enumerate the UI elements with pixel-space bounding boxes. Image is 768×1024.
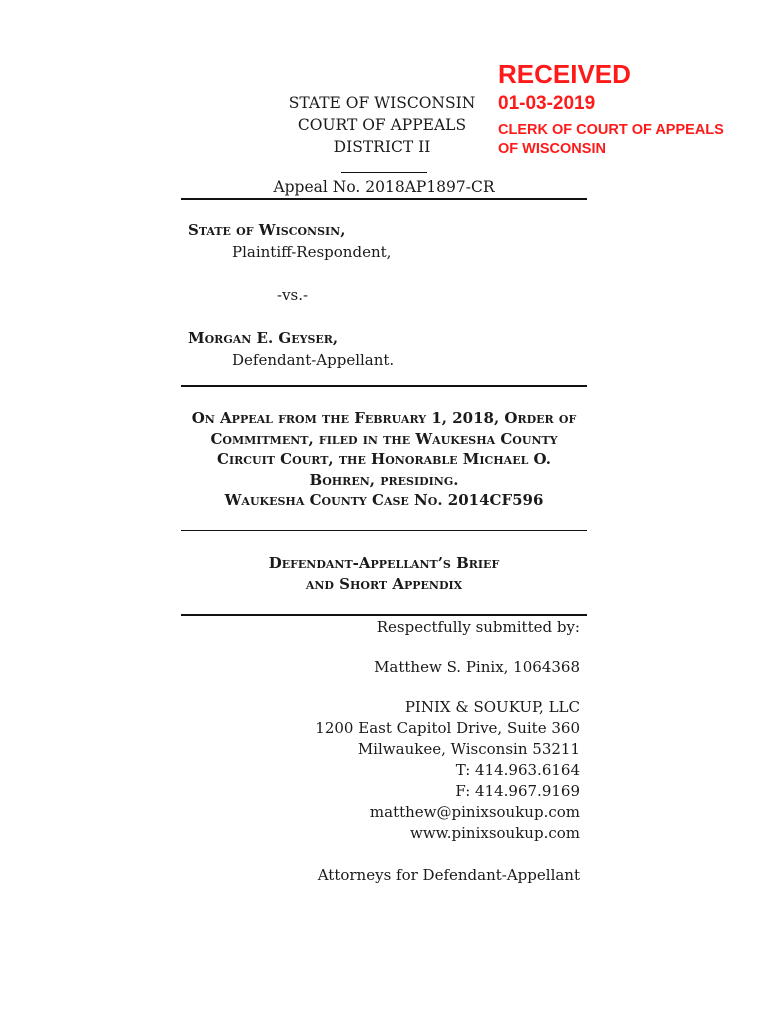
received-date: 01-03-2019 <box>498 93 596 114</box>
state-heading: STATE OF WISCONSIN <box>288 94 476 112</box>
divider-4 <box>181 614 587 616</box>
attorney-role: Attorneys for Defendant-Appellant <box>317 866 580 884</box>
attorney-name: Matthew S. Pinix, 1064368 <box>374 658 580 676</box>
divider-2 <box>181 385 587 387</box>
versus: -vs.- <box>277 286 309 304</box>
court-header <box>180 92 584 158</box>
header-short-rule <box>341 172 427 173</box>
brief-title <box>182 553 586 595</box>
defendant-role: Defendant-Appellant. <box>232 351 395 369</box>
appeal-info-line-5: Waukesha County Case No. 2014CF596 <box>224 491 544 509</box>
clerk-line-1: CLERK OF COURT OF APPEALS <box>498 122 724 138</box>
clerk-line-2: OF WISCONSIN <box>498 141 606 157</box>
appeal-info <box>182 408 586 511</box>
divider-3 <box>181 530 587 531</box>
appeal-info-line-2: Commitment, filed in the Waukesha County <box>210 429 558 448</box>
address-line-2: Milwaukee, Wisconsin 53211 <box>357 740 580 758</box>
phone-number: T: 414.963.6164 <box>455 761 580 779</box>
address-line-1: 1200 East Capitol Drive, Suite 360 <box>315 719 580 737</box>
received-label: RECEIVED <box>498 59 631 89</box>
appeal-info-line-1: On Appeal from the February 1, 2018, Order of <box>191 409 577 427</box>
brief-title-line-2: and Short Appendix <box>305 575 463 593</box>
submission-block <box>180 617 580 886</box>
plaintiff-role: Plaintiff-Respondent, <box>232 243 392 261</box>
firm-name: PINIX & SOUKUP, LLC <box>404 698 580 716</box>
court-heading: COURT OF APPEALS <box>297 116 467 134</box>
plaintiff-name: State of Wisconsin, <box>188 221 346 239</box>
district-heading: DISTRICT II <box>333 138 431 156</box>
defendant-name: Morgan E. Geyser, <box>188 329 339 347</box>
website: www.pinixsoukup.com <box>410 824 580 842</box>
appeal-info-line-3: Circuit Court, the Honorable Michael O. <box>217 450 551 468</box>
appeal-info-line-4: Bohren, presiding. <box>309 470 459 489</box>
brief-title-line-1: Defendant-Appellant’s Brief <box>268 554 500 572</box>
appeal-number: Appeal No. 2018AP1897-CR <box>273 178 495 196</box>
submitted-by: Respectfully submitted by: <box>376 618 580 636</box>
parties-block <box>188 219 578 371</box>
email-address: matthew@pinixsoukup.com <box>369 803 580 821</box>
divider-1 <box>181 198 587 200</box>
fax-number: F: 414.967.9169 <box>455 782 580 800</box>
